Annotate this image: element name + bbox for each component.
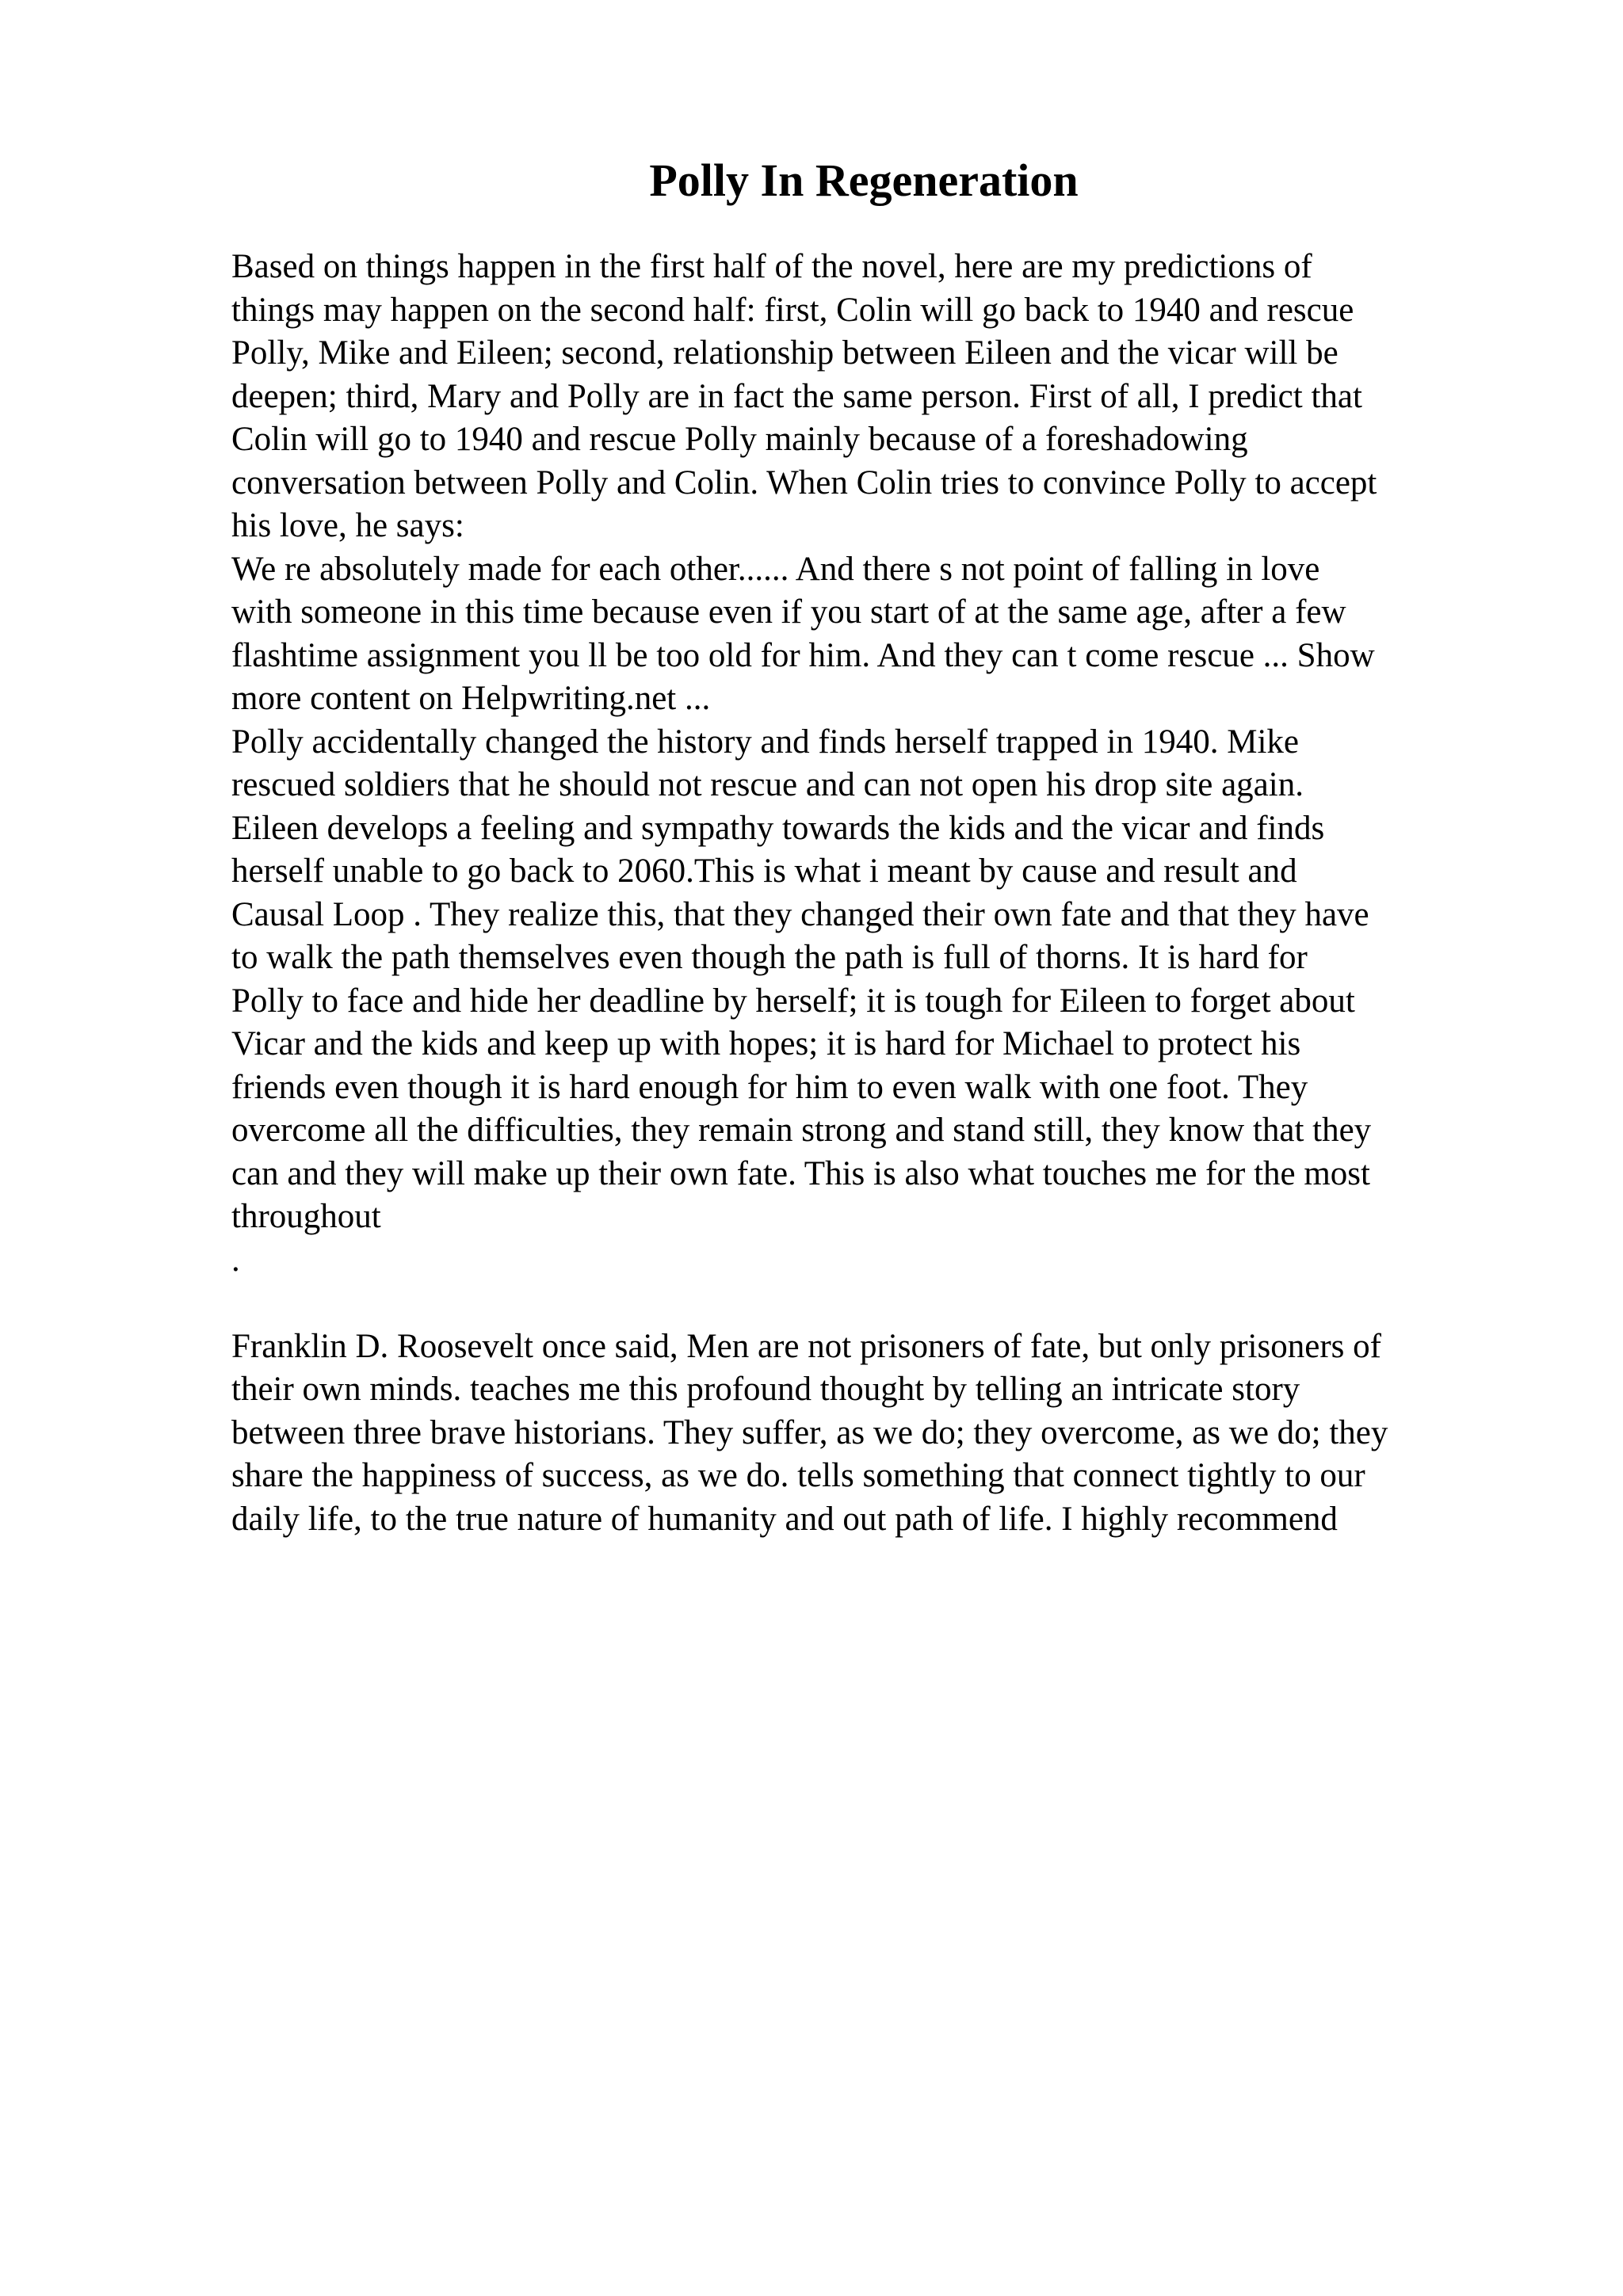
text-line: his love, he says: [231,507,464,544]
text-line: Colin will go to 1940 and rescue Polly mainly because of a foreshadowing [231,421,1248,458]
paragraph-conclusion [231,1325,1499,1542]
text-line: . [231,1241,240,1279]
text-line: share the happiness of success, as we do. tells something that connect tightly to our [231,1457,1365,1494]
text-line: Polly, Mike and Eileen; second, relationship between Eileen and the vicar will be [231,334,1338,372]
text-line: herself unable to go back to 2060.This is what i meant by cause and result and [231,852,1297,890]
text-line: We re absolutely made for each other...... And there s not point of falling in love [231,550,1320,588]
text-line: friends even though it is hard enough for him to even walk with one foot. They [231,1068,1308,1106]
paragraph-predictions [231,246,1499,548]
text-line: Franklin D. Roosevelt once said, Men are not prisoners of fate, but only prisoners of [231,1327,1381,1365]
text-line: Polly to face and hide her deadline by herself; it is tough for Eileen to forget about [231,982,1355,1020]
text-line: throughout [231,1198,381,1235]
text-line: conversation between Polly and Colin. When Colin tries to convince Polly to accept [231,463,1377,502]
document-body [231,246,1499,1541]
text-line: overcome all the difficulties, they remain strong and stand still, they know that they [231,1112,1372,1149]
document-title: Polly In Regeneration [649,154,1079,206]
text-line: their own minds. teaches me this profound thought by telling an intricate story [231,1371,1300,1408]
text-line: deepen; third, Mary and Polly are in fact the same person. First of all, I predict that [231,377,1362,415]
paragraph-causal-loop [231,721,1499,1283]
paragraph-quote [231,548,1499,721]
text-line: Polly accidentally changed the history and finds herself trapped in 1940. Mike [231,723,1299,761]
text-line: Vicar and the kids and keep up with hopes; it is hard for Michael to protect his [231,1025,1301,1062]
text-line: things may happen on the second half: first, Colin will go back to 1940 and rescue [231,291,1354,329]
text-line: more content on Helpwriting.net ... [231,680,711,717]
text-line: flashtime assignment you ll be too old for him. And they can t come rescue ... Show [231,636,1375,674]
text-line: Causal Loop . They realize this, that they changed their own fate and that they have [231,895,1369,933]
text-line: Based on things happen in the first half of the novel, here are my predictions of [231,248,1312,285]
text-line: daily life, to the true nature of humanity and out path of life. I highly recommend [231,1500,1338,1538]
paragraph-spacer [231,1282,1499,1325]
text-line: Eileen develops a feeling and sympathy towards the kids and the vicar and finds [231,809,1325,847]
text-line: rescued soldiers that he should not rescue and can not open his drop site again. [231,766,1304,803]
text-line: to walk the path themselves even though the path is full of thorns. It is hard for [231,939,1308,976]
text-line: can and they will make up their own fate. This is also what touches me for the most [231,1154,1370,1192]
text-line: between three brave historians. They suffer, as we do; they overcome, as we do; they [231,1413,1388,1451]
text-line: with someone in this time because even if you start of at the same age, after a few [231,593,1346,631]
